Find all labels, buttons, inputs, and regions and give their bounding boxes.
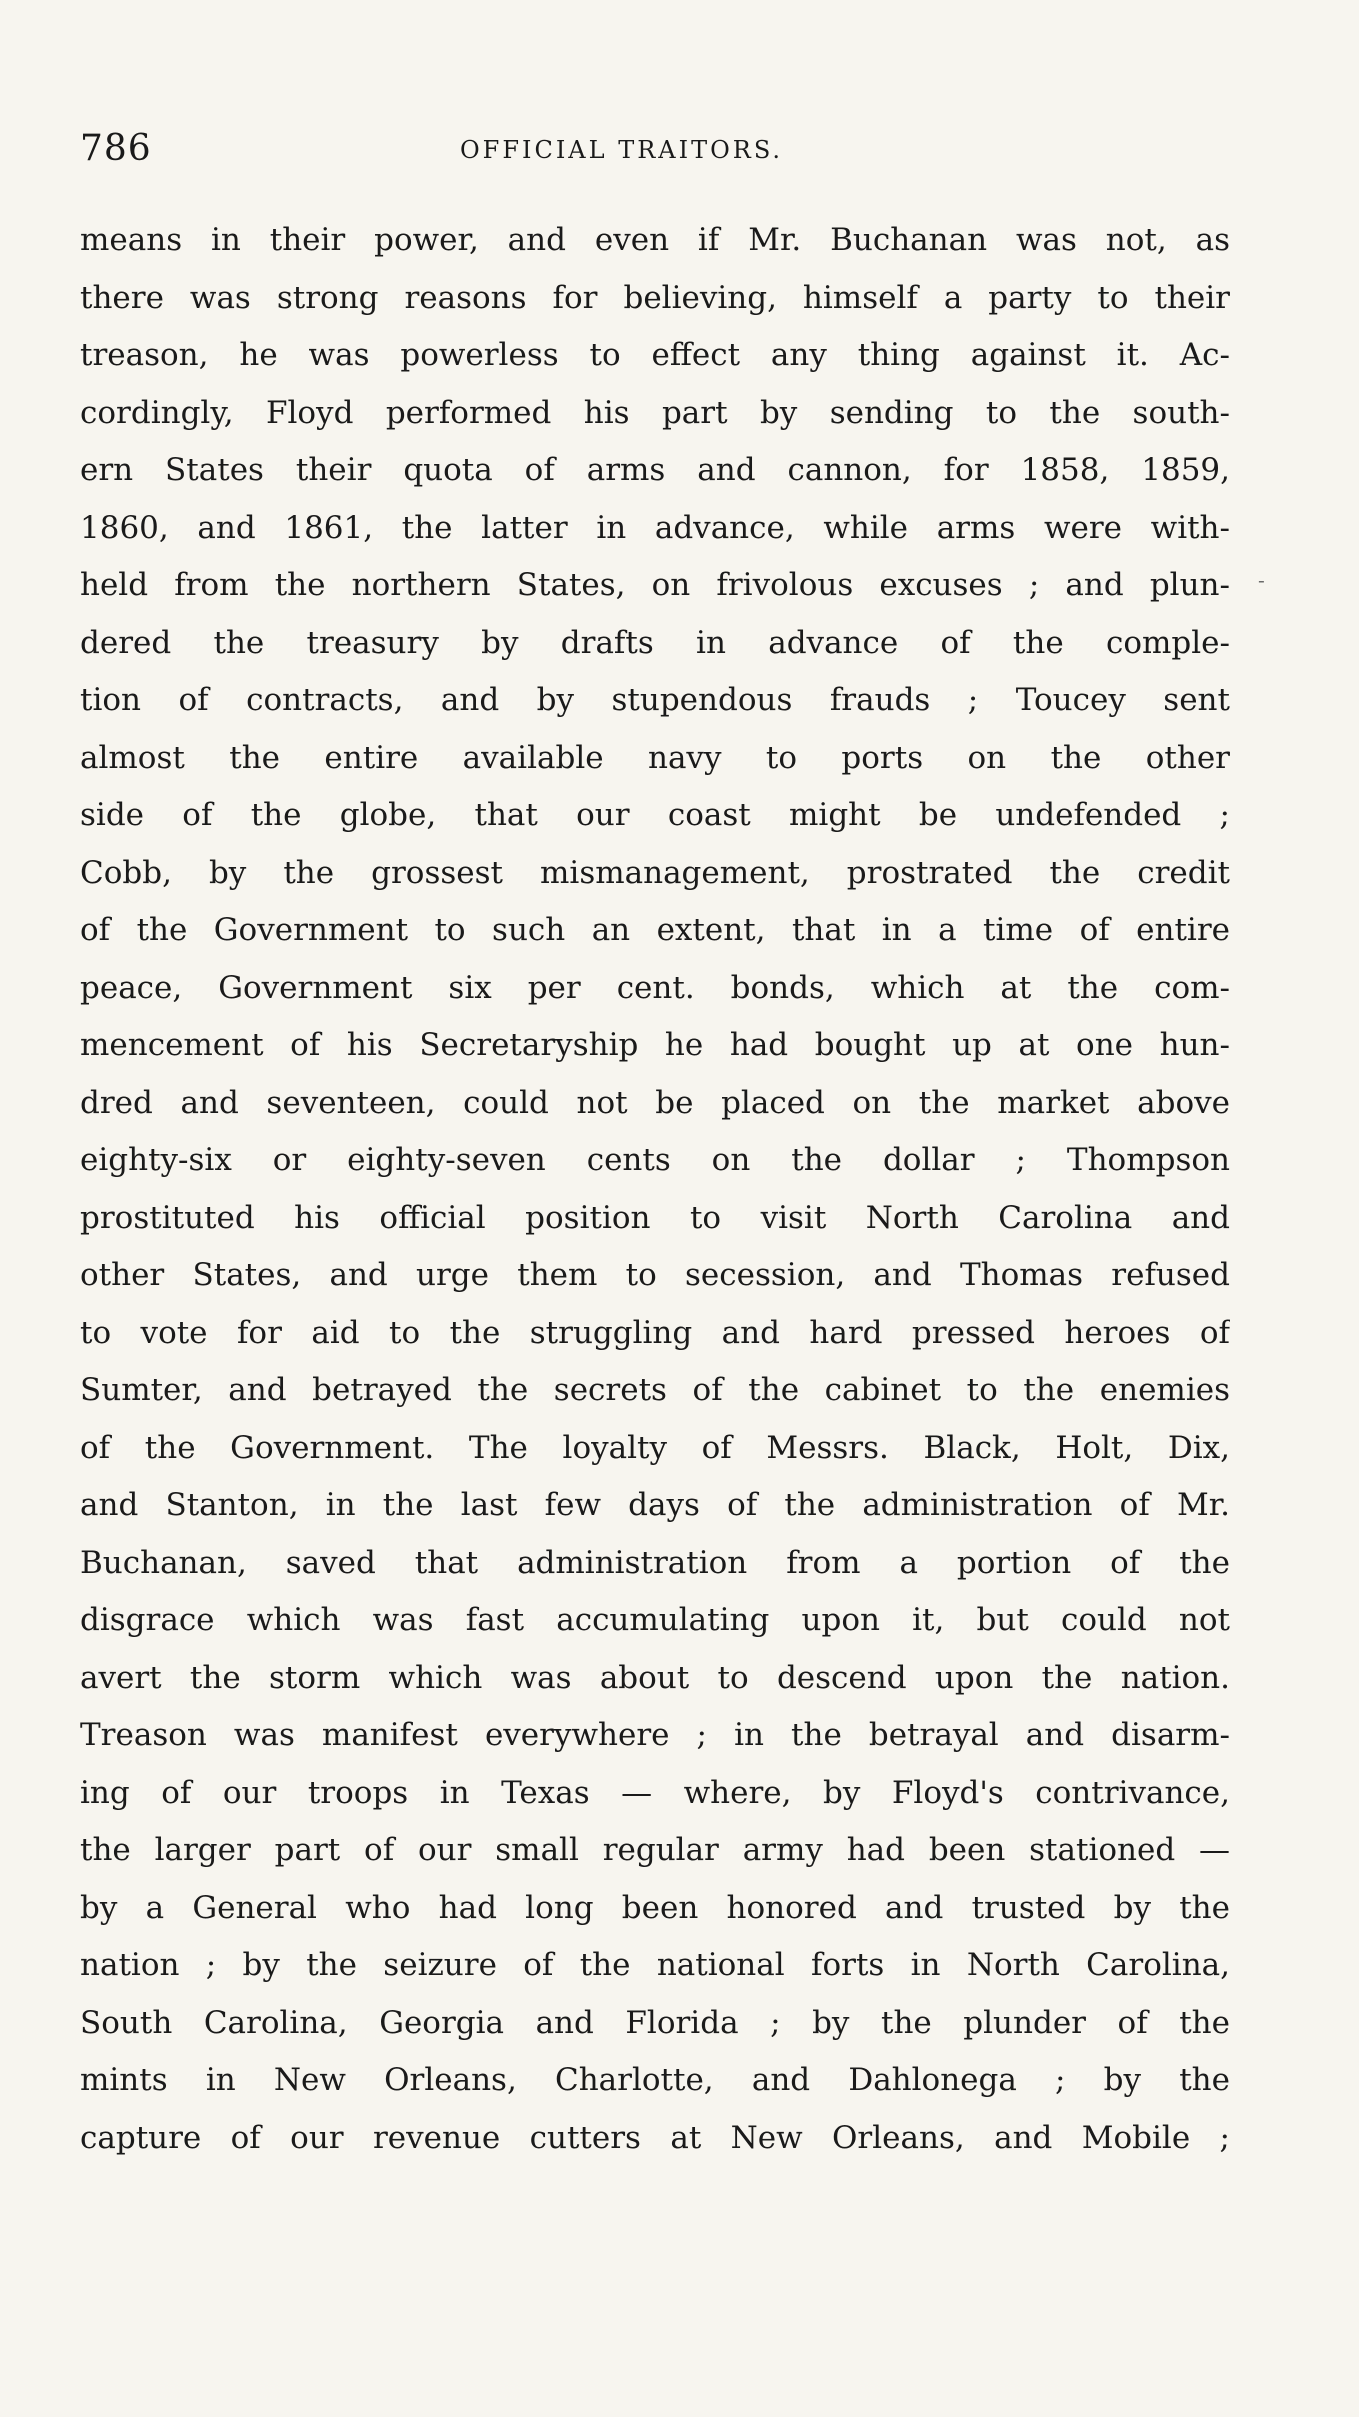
text-line: the larger part of our small regular army had been stationed —	[80, 1832, 1230, 1868]
text-line: ern States their quota of arms and cannon, for 1858, 1859,	[80, 452, 1230, 488]
text-line: there was strong reasons for believing, himself a party to their	[80, 279, 1230, 316]
text-line: cordingly, Floyd performed his part by sending to the south-	[80, 394, 1230, 431]
running-head	[80, 128, 1230, 178]
text-line: and Stanton, in the last few days of the administration of Mr.	[80, 1487, 1230, 1523]
margin-mark: -	[1258, 568, 1265, 592]
text-line: tion of contracts, and by stupendous frauds ; Toucey sent	[80, 682, 1230, 718]
text-line: Sumter, and betrayed the secrets of the cabinet to the enemies	[80, 1372, 1230, 1408]
body-text	[80, 212, 1230, 2167]
page-number: 786	[80, 128, 152, 169]
text-line: eighty-six or eighty-seven cents on the dollar ; Thompson	[80, 1142, 1230, 1178]
text-line: side of the globe, that our coast might be undefended ;	[80, 797, 1230, 833]
text-line: avert the storm which was about to descend upon the nation.	[80, 1659, 1230, 1696]
text-line: Treason was manifest everywhere ; in the betrayal and disarm-	[80, 1717, 1230, 1753]
text-line: ing of our troops in Texas — where, by Floyd's contrivance,	[80, 1774, 1230, 1811]
text-line: held from the northern States, on frivolous excuses ; and plun-	[80, 567, 1230, 603]
text-line: mencement of his Secretaryship he had bought up at one hun-	[80, 1027, 1230, 1063]
text-line: disgrace which was fast accumulating upon it, but could not	[80, 1602, 1230, 1638]
text-line: by a General who had long been honored and trusted by the	[80, 1889, 1230, 1926]
text-line: other States, and urge them to secession, and Thomas refused	[80, 1257, 1230, 1293]
text-line: of the Government. The loyalty of Messrs. Black, Holt, Dix,	[80, 1429, 1230, 1466]
text-line: capture of our revenue cutters at New Orleans, and Mobile ;	[80, 2119, 1230, 2156]
text-line: 1860, and 1861, the latter in advance, while arms were with-	[80, 509, 1230, 546]
text-line: Cobb, by the grossest mismanagement, prostrated the credit	[80, 854, 1230, 891]
text-line: to vote for aid to the struggling and hard pressed heroes of	[80, 1314, 1230, 1351]
text-line: nation ; by the seizure of the national forts in North Carolina,	[80, 1947, 1230, 1983]
text-line: almost the entire available navy to ports on the other	[80, 739, 1230, 776]
text-line: means in their power, and even if Mr. Buchanan was not, as	[80, 222, 1230, 258]
text-line: prostituted his official position to visit North Carolina and	[80, 1199, 1230, 1236]
text-line: mints in New Orleans, Charlotte, and Dahlonega ; by the	[80, 2062, 1230, 2098]
text-line: Buchanan, saved that administration from a portion of the	[80, 1544, 1230, 1581]
text-line: treason, he was powerless to effect any thing against it. Ac-	[80, 337, 1230, 373]
running-title: OFFICIAL TRAITORS.	[460, 136, 784, 164]
text-line: dred and seventeen, could not be placed on the market above	[80, 1084, 1230, 1121]
text-line: of the Government to such an extent, that in a time of entire	[80, 912, 1230, 948]
text-line: peace, Government six per cent. bonds, which at the com-	[80, 969, 1230, 1006]
text-line: dered the treasury by drafts in advance of the comple-	[80, 624, 1230, 661]
text-line: South Carolina, Georgia and Florida ; by the plunder of the	[80, 2004, 1230, 2041]
